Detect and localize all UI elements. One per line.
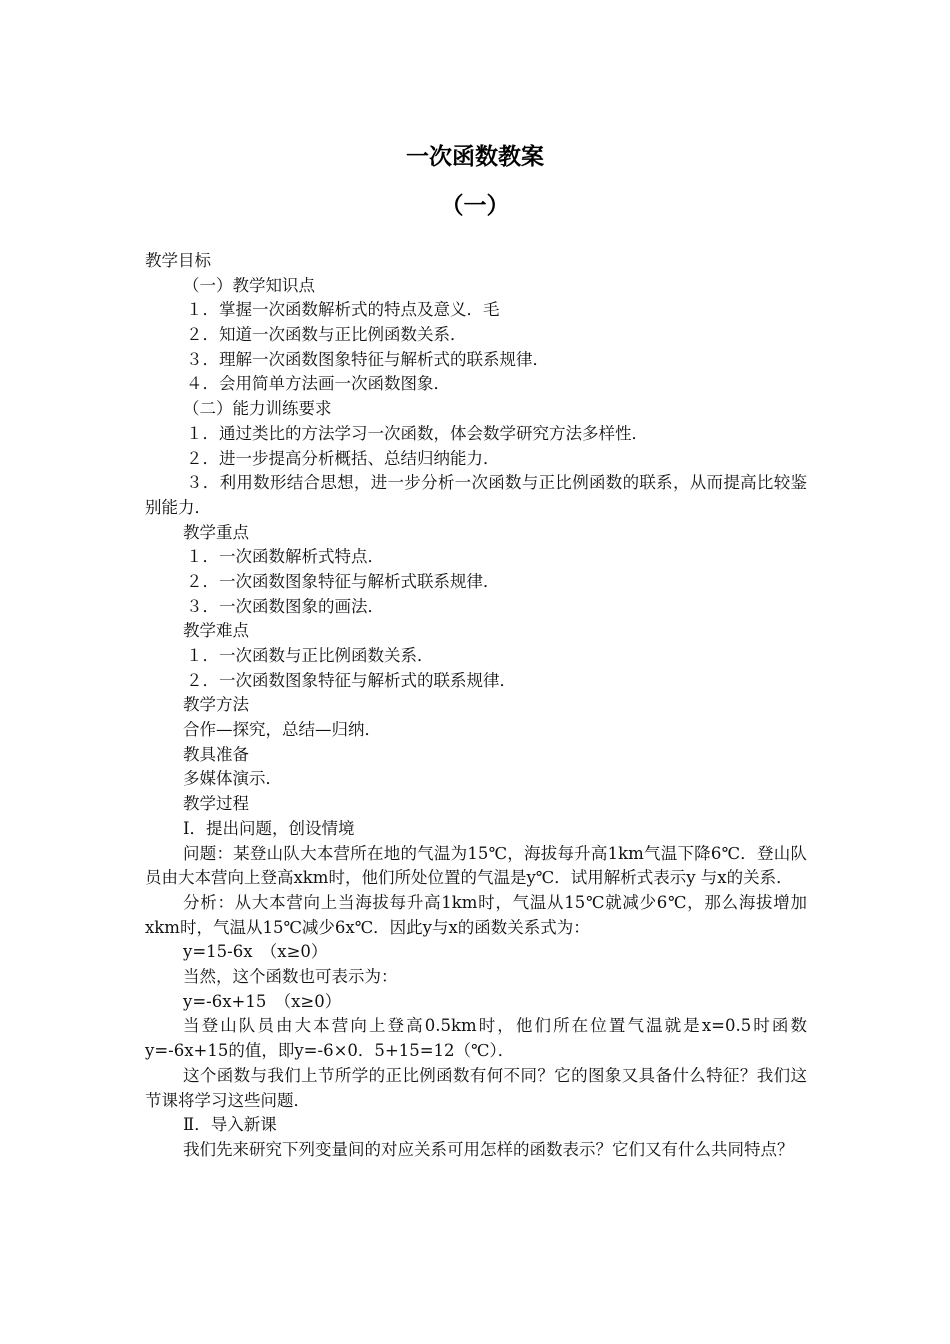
heading-teaching-method: 教学方法 (183, 695, 249, 715)
list-item: ２．一次函数图象特征与解析式联系规律． (186, 571, 500, 591)
heading-difficulties: 教学难点 (183, 621, 249, 641)
paragraph: 当登山队员由大本营向上登高0.5km时，他们所在位置气温就是x=0.5时函数y=-6x+15的值，即y=-6×0．5+15=12（℃）． (145, 1016, 807, 1061)
paragraph: 这个函数与我们上节所学的正比例函数有何不同？它的图象又具备什么特征？我们这节课将学习这些问题． (145, 1065, 807, 1110)
document-body (145, 249, 807, 1163)
list-item: １．通过类比的方法学习一次函数，体会数学研究方法多样性． (186, 423, 648, 443)
formula: y=-6x+15 （x≥0） (183, 991, 342, 1011)
section-heading: Ⅱ．导入新课 (183, 1115, 277, 1135)
page-subtitle: （一） (440, 193, 510, 219)
list-item: ４．会用简单方法画一次函数图象． (186, 374, 450, 394)
subheading-ability-requirements: （二）能力训练要求 (183, 399, 332, 419)
paragraph-problem: 问题：某登山队大本营所在地的气温为15℃，海拔每升高1km气温下降6℃．登山队员由大本营向上登高xkm时，他们所处位置的气温是y℃．试用解析式表示y 与x的关系． (145, 843, 807, 888)
list-item: １．一次函数解析式特点． (186, 547, 384, 567)
list-item: ２．进一步提高分析概括、总结归纳能力． (186, 448, 500, 468)
list-item: １．掌握一次函数解析式的特点及意义．毛 (186, 300, 500, 320)
page-title: 一次函数教案 (406, 144, 544, 170)
paragraph: 我们先来研究下列变量间的对应关系可用怎样的函数表示？它们又有什么共同特点？ (183, 1139, 794, 1159)
paragraph: 合作—探究，总结—归纳． (183, 720, 381, 740)
subheading-knowledge-points: （一）教学知识点 (183, 275, 315, 295)
heading-teaching-goals: 教学目标 (145, 251, 211, 270)
section-heading: Ⅰ．提出问题，创设情境 (183, 818, 355, 838)
list-item: １．一次函数与正比例函数关系． (186, 646, 434, 666)
list-item: ２．一次函数图象特征与解析式的联系规律． (186, 670, 516, 690)
paragraph-analysis: 分析：从大本营向上当海拔每升高1km时，气温从15℃就减少6℃，那么海拔增加xkm时，气温从15℃减少6x℃．因此y与x的函数关系式为： (145, 892, 807, 937)
heading-teaching-process: 教学过程 (183, 794, 249, 814)
heading-key-points: 教学重点 (183, 522, 249, 542)
list-item: ３．一次函数图象的画法． (186, 596, 384, 616)
list-item: ３．理解一次函数图象特征与解析式的联系规律． (186, 349, 549, 369)
formula: y=15-6x （x≥0） (183, 942, 328, 962)
paragraph: 当然，这个函数也可表示为： (183, 967, 398, 987)
list-item: ３．利用数形结合思想，进一步分析一次函数与正比例函数的联系，从而提高比较鉴别能力． (145, 473, 807, 517)
paragraph: 多媒体演示． (183, 769, 282, 789)
heading-teaching-aids: 教具准备 (183, 744, 249, 764)
list-item: ２．知道一次函数与正比例函数关系． (186, 325, 467, 345)
